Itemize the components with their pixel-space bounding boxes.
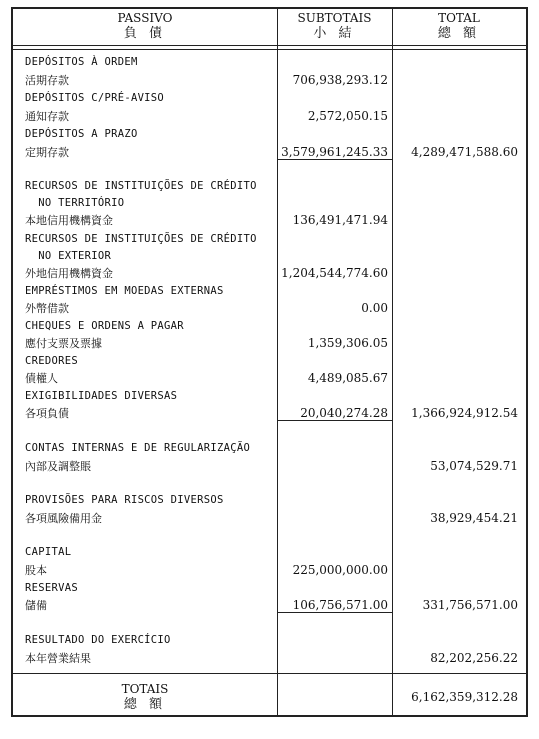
header-passivo <box>13 11 277 41</box>
table-row <box>13 335 526 352</box>
table-row <box>13 283 526 300</box>
table-row <box>13 231 526 248</box>
row-label-zh: 內部及調整賬 <box>25 460 91 473</box>
row-label-zh: 各項風險備用金 <box>25 512 102 525</box>
table-row <box>13 54 526 71</box>
balance-sheet-table <box>11 7 528 717</box>
subtotal-value: 706,938,293.12 <box>292 73 388 87</box>
table-row <box>13 632 526 649</box>
row-label-pt: PROVISÕES PARA RISCOS DIVERSOS <box>25 494 224 506</box>
header-label: 總 額 <box>437 26 481 41</box>
subtotal-value: 1,359,306.05 <box>307 336 388 350</box>
table-row <box>13 458 526 475</box>
table-row <box>13 388 526 405</box>
table-row <box>13 318 526 335</box>
row-label-zh: 各項負債 <box>25 407 69 420</box>
row-label-pt: CREDORES <box>25 355 78 367</box>
subtotal-value: 20,040,274.28 <box>300 406 388 420</box>
subtotal-value: 2,572,050.15 <box>307 109 388 123</box>
table-row <box>13 90 526 107</box>
table-row <box>13 353 526 370</box>
table-row <box>13 72 526 89</box>
header-label: PASSIVO <box>117 11 173 25</box>
total-value: 331,756,571.00 <box>422 598 518 612</box>
row-label-zh: 外地信用機構資金 <box>25 267 113 280</box>
row-label-zh: 股本 <box>25 564 47 577</box>
row-label-zh: 活期存款 <box>25 74 69 87</box>
total-value: 4,289,471,588.60 <box>411 145 518 159</box>
total-value: 53,074,529.71 <box>430 459 518 473</box>
subtotal-rule <box>277 612 392 613</box>
header-divider <box>13 45 526 46</box>
table-row <box>13 492 526 509</box>
header-label: TOTAL <box>438 11 480 25</box>
totals-label <box>13 682 277 712</box>
table-row <box>13 562 526 579</box>
header-label: 負 債 <box>123 26 167 41</box>
table-row <box>13 178 526 195</box>
table-row <box>13 108 526 125</box>
row-label-pt: EMPRÉSTIMOS EM MOEDAS EXTERNAS <box>25 285 224 297</box>
row-label-pt: CONTAS INTERNAS E DE REGULARIZAÇÃO <box>25 442 251 454</box>
footer-divider <box>13 673 526 674</box>
subtotal-value: 4,489,085.67 <box>307 371 388 385</box>
table-row <box>13 265 526 282</box>
grand-total-value: 6,162,359,312.28 <box>411 690 518 704</box>
totals-label-pt: TOTAIS <box>121 682 169 696</box>
row-label-pt: NO EXTERIOR <box>25 250 112 262</box>
row-label-pt: RECURSOS DE INSTITUIÇÕES DE CRÉDITO <box>25 233 257 245</box>
subtotal-value: 1,204,544,774.60 <box>281 266 388 280</box>
header-divider <box>13 49 526 50</box>
subtotal-value: 106,756,571.00 <box>292 598 388 612</box>
row-label-zh: 本年營業結果 <box>25 652 91 665</box>
row-label-pt: DEPÓSITOS A PRAZO <box>25 128 138 140</box>
total-value: 1,366,924,912.54 <box>411 406 518 420</box>
row-label-zh: 通知存款 <box>25 110 69 123</box>
subtotal-value: 0.00 <box>361 301 388 315</box>
table-row <box>13 510 526 527</box>
subtotal-rule <box>277 420 392 421</box>
header-label: SUBTOTAIS <box>297 11 372 25</box>
subtotal-rule <box>277 159 392 160</box>
row-label-pt: DEPÓSITOS C/PRÉ-AVISO <box>25 92 165 104</box>
subtotal-value: 136,491,471.94 <box>292 213 388 227</box>
row-label-pt: EXIGIBILIDADES DIVERSAS <box>25 390 178 402</box>
table-row <box>13 126 526 143</box>
row-label-pt: NO TERRITÓRIO <box>25 197 125 209</box>
header-total <box>392 11 526 41</box>
subtotal-value: 225,000,000.00 <box>292 563 388 577</box>
table-row <box>13 440 526 457</box>
row-label-pt: DEPÓSITOS À ORDEM <box>25 56 138 68</box>
total-value: 82,202,256.22 <box>430 651 518 665</box>
table-row <box>13 195 526 212</box>
table-row <box>13 212 526 229</box>
total-value: 38,929,454.21 <box>430 511 518 525</box>
header-subtotais <box>277 11 392 41</box>
row-label-pt: CHEQUES E ORDENS A PAGAR <box>25 320 184 332</box>
table-row <box>13 370 526 387</box>
totals-label-zh: 總 額 <box>123 697 167 712</box>
table-row <box>13 248 526 265</box>
header-label: 小 結 <box>313 26 356 41</box>
table-row <box>13 597 526 614</box>
table-row <box>13 405 526 422</box>
table-row <box>13 650 526 667</box>
row-label-pt: RESERVAS <box>25 582 78 594</box>
row-label-pt: RECURSOS DE INSTITUIÇÕES DE CRÉDITO <box>25 180 257 192</box>
row-label-zh: 外幣借款 <box>25 302 69 315</box>
row-label-zh: 定期存款 <box>25 146 69 159</box>
row-label-pt: RESULTADO DO EXERCÍCIO <box>25 634 171 646</box>
table-row <box>13 300 526 317</box>
row-label-zh: 本地信用機構資金 <box>25 214 113 227</box>
table-row <box>13 144 526 161</box>
row-label-pt: CAPITAL <box>25 546 72 558</box>
row-label-zh: 應付支票及票據 <box>25 337 102 350</box>
row-label-zh: 儲備 <box>25 599 47 612</box>
table-row <box>13 544 526 561</box>
subtotal-value: 3,579,961,245.33 <box>281 145 388 159</box>
row-label-zh: 債權人 <box>25 372 58 385</box>
table-row <box>13 580 526 597</box>
